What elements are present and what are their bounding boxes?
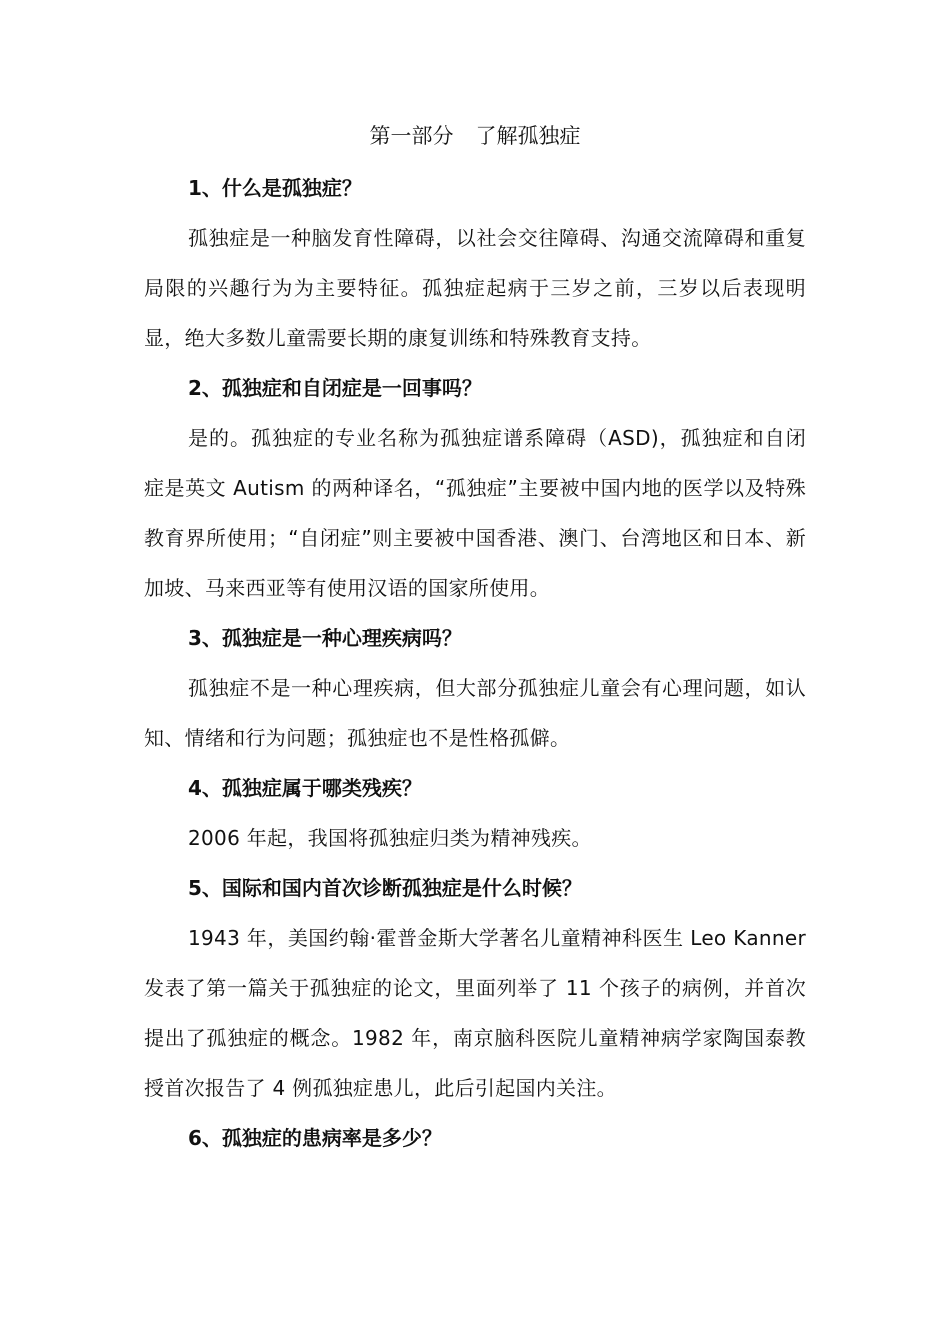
section-heading [0,118,950,154]
answer-3: 孤独症不是一种心理疾病，但大部分孤独症儿童会有心理问题，如认知、情绪和行为问题；孤独症也不是性格孤僻。 [144,676,806,750]
question-4: 4、孤独症属于哪类残疾？ [188,776,422,800]
question-1: 1、什么是孤独症？ [188,176,362,200]
qa-content [144,163,806,1163]
section-part-label: 第一部分 [369,124,454,148]
question-2: 2、孤独症和自闭症是一回事吗？ [188,376,482,400]
answer-2: 是的。孤独症的专业名称为孤独症谱系障碍（ASD)，孤独症和自闭症是英文 Autism 的两种译名，“孤独症”主要被中国内地的医学以及特殊教育界所使用；“自闭症”则主要被中国香港、澳门、台湾地区和日本、新加坡、马来西亚等有使用汉语的国家所使用。 [144,426,806,600]
question-3: 3、孤独症是一种心理疾病吗？ [188,626,462,650]
section-title-text: 了解孤独症 [475,124,581,148]
answer-5: 1943 年，美国约翰·霍普金斯大学著名儿童精神科医生 Leo Kanner 发表了第一篇关于孤独症的论文，里面列举了 11 个孩子的病例，并首次提出了孤独症的概念。1982 年，南京脑科医院儿童精神病学家陶国泰教授首次报告了 4 例孤独症患儿，此后引起国内关注。 [144,926,806,1100]
question-5: 5、国际和国内首次诊断孤独症是什么时候？ [188,876,582,900]
question-6: 6、孤独症的患病率是多少？ [188,1126,442,1150]
answer-4: 2006 年起，我国将孤独症归类为精神残疾。 [188,826,592,850]
answer-1: 孤独症是一种脑发育性障碍，以社会交往障碍、沟通交流障碍和重复局限的兴趣行为为主要特征。孤独症起病于三岁之前，三岁以后表现明显，绝大多数儿童需要长期的康复训练和特殊教育支持。 [144,226,806,350]
